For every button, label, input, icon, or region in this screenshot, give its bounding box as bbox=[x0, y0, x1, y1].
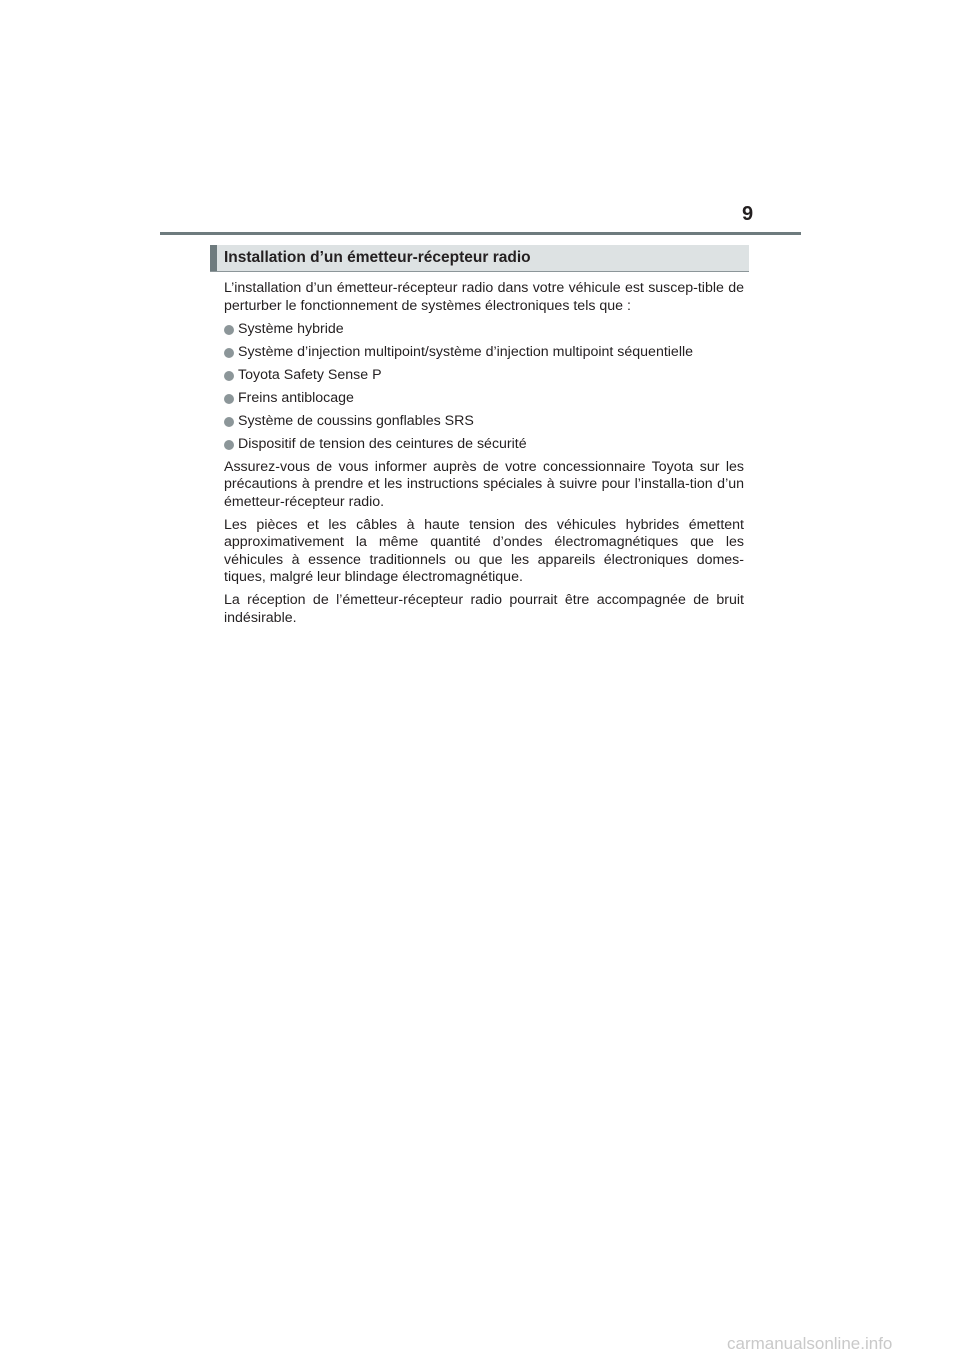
list-item-text: Système d’injection multipoint/système d’injection multipoint séquentielle bbox=[238, 343, 694, 360]
list-item-text: Système de coussins gonflables SRS bbox=[238, 412, 474, 429]
list-item bbox=[224, 436, 744, 454]
section-header-accent-bar bbox=[210, 245, 217, 271]
list-item bbox=[224, 321, 744, 339]
electromagnetic-paragraph: Les pièces et les câbles à haute tension des véhicules hybrides émettent approximativement la même quantité d’ondes électromagnétiques que les véhicules à essence traditionnels ou que les appareils électroniques domes-tiques, malgré leur blindage électromagnétique. bbox=[224, 516, 744, 585]
bullet-icon bbox=[224, 371, 234, 381]
page-number: 9 bbox=[742, 203, 754, 225]
bullet-icon bbox=[224, 348, 234, 358]
list-item bbox=[224, 390, 744, 408]
reception-noise-paragraph: La réception de l’émetteur-récepteur radio pourrait être accompagnée de bruit indésirable. bbox=[224, 592, 744, 626]
watermark: carmanualsonline.info bbox=[727, 1334, 893, 1353]
affected-systems-list bbox=[224, 321, 744, 454]
list-item bbox=[224, 344, 744, 362]
bullet-icon bbox=[224, 417, 234, 427]
section-header bbox=[210, 245, 749, 272]
bullet-icon bbox=[224, 440, 234, 450]
list-item bbox=[224, 413, 744, 431]
section-body bbox=[224, 280, 744, 633]
list-item-text: Dispositif de tension des ceintures de sécurité bbox=[238, 435, 527, 452]
list-item-text: Freins antiblocage bbox=[238, 389, 354, 406]
section-title: Installation d’un émetteur-récepteur radio bbox=[224, 249, 531, 266]
list-item-text: Système hybride bbox=[238, 320, 344, 337]
bullet-icon bbox=[224, 394, 234, 404]
list-item bbox=[224, 367, 744, 385]
list-item-text: Toyota Safety Sense P bbox=[238, 366, 382, 383]
dealer-advice-paragraph: Assurez-vous de vous informer auprès de votre concessionnaire Toyota sur les précautions à prendre et les instructions spéciales à suivre pour l’installa-tion d’un émetteur-récepteur radio. bbox=[224, 458, 744, 510]
bullet-icon bbox=[224, 325, 234, 335]
intro-paragraph: L’installation d’un émetteur-récepteur radio dans votre véhicule est suscep-tible de perturber le fonctionnement de systèmes électroniques tels que : bbox=[224, 280, 744, 314]
top-rule-divider bbox=[160, 232, 801, 235]
